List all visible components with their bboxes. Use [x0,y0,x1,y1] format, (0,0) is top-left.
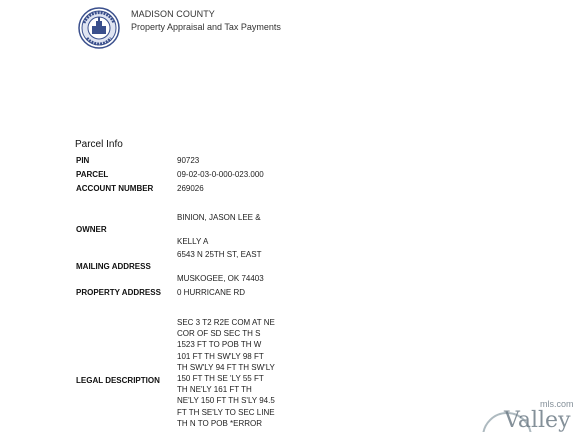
account-label: ACCOUNT NUMBER [76,184,154,193]
legal-line: COR OF SD SEC TH S [177,329,261,339]
section-title: Parcel Info [75,139,123,150]
legal-description-label: LEGAL DESCRIPTION [76,376,160,385]
mailing-line2: MUSKOGEE, OK 74403 [177,274,264,283]
parcel-label: PARCEL [76,170,109,179]
account-value: 269026 [177,184,204,193]
legal-line: TH NE'LY 161 FT TH [177,385,252,395]
owner-label: OWNER [76,225,107,234]
parcel-value: 09-02-03-0-000-023.000 [177,170,264,179]
watermark-brand: Valley [504,408,571,432]
pin-value: 90723 [177,156,200,165]
watermark-small-text: mls.com [540,399,574,409]
org-name: MADISON COUNTY [131,9,215,19]
legal-line: NE'LY 150 FT TH S'LY 94.5 [177,396,275,406]
mls-watermark [476,396,576,432]
legal-line: TH SW'LY 94 FT TH SW'LY [177,362,275,372]
legal-line: TH N TO POB *ERROR [177,418,263,428]
legal-description-value [177,317,275,429]
mailing-line1: 6543 N 25TH ST, EAST [177,250,262,259]
property-address-value: 0 HURRICANE RD [177,288,246,297]
mailing-label: MAILING ADDRESS [76,262,151,271]
legal-line: 150 FT TH SE 'LY 55 FT [177,374,264,384]
county-seal-icon [78,7,120,49]
owner-line1: BINION, JASON LEE & [177,213,261,222]
legal-line: 101 FT TH SW'LY 98 FT [177,351,264,361]
page-header [78,7,498,53]
org-subtitle: Property Appraisal and Tax Payments [131,22,281,32]
legal-line: SEC 3 T2 R2E COM AT NE [177,318,275,327]
owner-line2: KELLY A [177,237,209,246]
legal-line: 1523 FT TO POB TH W [177,340,262,350]
property-address-label: PROPERTY ADDRESS [76,288,161,297]
pin-label: PIN [76,156,90,165]
legal-line: FT TH SE'LY TO SEC LINE [177,407,275,417]
